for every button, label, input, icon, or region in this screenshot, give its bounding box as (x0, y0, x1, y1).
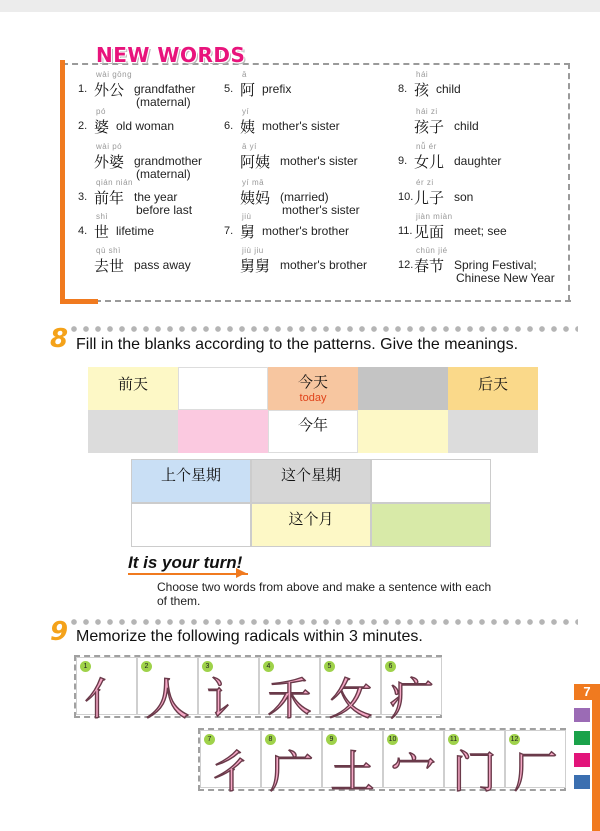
radical-number: 2 (141, 661, 152, 672)
word-hanzi: 阿 (240, 81, 256, 99)
word-pinyin: ér zi (416, 178, 434, 187)
radical-number: 3 (202, 661, 213, 672)
word-number: 3. (78, 191, 88, 203)
cell-shanggexingqi: 上个星期 (131, 459, 251, 503)
radical-number: 7 (204, 734, 215, 745)
your-turn-arrow-icon (236, 568, 246, 578)
cell-blank-6[interactable] (448, 410, 538, 453)
radical-char: 宀 (391, 747, 436, 798)
word-hanzi: 外婆 (94, 153, 125, 171)
radical-char: 讠 (206, 674, 251, 725)
radical-char: 门 (452, 747, 497, 798)
word-number: 8. (398, 83, 408, 95)
word-hanzi: 孩子 (414, 118, 445, 136)
radical-box (381, 657, 442, 725)
cell-blank-9[interactable] (371, 503, 491, 547)
word-hanzi: 姨妈 (240, 189, 271, 207)
cell-zhegeyue: 这个月 (251, 503, 371, 547)
word-meaning: grandfather (134, 82, 196, 96)
word-hanzi: 舅 (240, 223, 256, 241)
word-meaning-2: mother's sister (282, 203, 360, 217)
word-number: 2. (78, 120, 88, 132)
word-hanzi: 婆 (94, 118, 110, 136)
word-meaning: mother's brother (262, 224, 349, 238)
exercise-8-instruction: Fill in the blanks according to the patterns. Give the meanings. (76, 336, 519, 353)
tab-magenta[interactable] (574, 753, 590, 767)
word-hanzi: 女儿 (414, 153, 445, 171)
radical-box (383, 730, 444, 798)
word-hanzi: 孩 (414, 81, 430, 99)
exercise-9-number: 9 (50, 617, 69, 647)
radical-number: 10 (388, 736, 397, 743)
word-pinyin: qián nián (96, 178, 133, 187)
section-divider-8 (68, 326, 578, 332)
word-pinyin: jiù jiu (242, 246, 264, 255)
word-number: 10. (398, 191, 414, 203)
word-meaning: son (454, 190, 474, 204)
cell-blank-2[interactable] (358, 367, 448, 410)
word-pinyin: jiù (242, 212, 252, 221)
radical-box (76, 657, 137, 725)
word-meaning: lifetime (116, 224, 155, 238)
word-hanzi: 前年 (94, 189, 125, 207)
new-words-title: NEW WORDS (96, 43, 246, 67)
word-meaning-2: (maternal) (136, 167, 191, 181)
radical-box (198, 657, 259, 725)
cell-jintian (268, 367, 358, 410)
cell-jintian-note: today (299, 392, 327, 404)
cell-blank-1[interactable] (178, 367, 268, 410)
your-turn-underline (128, 573, 248, 575)
radical-box (261, 730, 322, 798)
word-number: 9. (398, 155, 408, 167)
cell-qiantian: 前天 (88, 367, 178, 410)
word-hanzi: 见面 (414, 223, 445, 241)
exercise-9-instruction: Memorize the following radicals within 3 minutes. (76, 628, 423, 645)
word-hanzi: 舅舅 (240, 257, 271, 275)
radical-char: 攵 (328, 674, 373, 725)
new-words-frame-bottom (95, 300, 571, 302)
word-meaning: grandmother (134, 154, 203, 168)
word-hanzi: 外公 (94, 81, 125, 99)
word-meaning: mother's sister (262, 119, 340, 133)
word-meaning: child (436, 82, 461, 96)
orange-corner-bottom (60, 299, 98, 304)
top-bar (0, 0, 600, 12)
word-meaning: daughter (454, 154, 502, 168)
cell-blank-7[interactable] (371, 459, 491, 503)
exercise-8-number: 8 (50, 324, 69, 354)
radical-box (505, 730, 566, 798)
word-number: 1. (78, 83, 88, 95)
cell-houtian: 后天 (448, 367, 538, 410)
radical-char: 土 (330, 747, 375, 798)
page-number: 7 (574, 684, 600, 700)
radical-char: 彳 (208, 747, 253, 798)
word-number: 6. (224, 120, 234, 132)
word-meaning: the year (134, 190, 178, 204)
word-number: 7. (224, 225, 234, 237)
word-meaning: pass away (134, 258, 191, 272)
radical-box (320, 657, 381, 725)
word-number: 11. (398, 225, 413, 237)
word-pinyin: jiàn miàn (416, 212, 453, 221)
radical-number: 11 (449, 736, 458, 743)
page-edge-bar (592, 684, 600, 831)
radical-box (322, 730, 383, 798)
word-pinyin: yí mā (242, 178, 265, 187)
word-hanzi: 世 (94, 223, 110, 241)
cell-jintian-hanzi: 今天 (297, 373, 328, 391)
radical-box (444, 730, 505, 798)
word-number: 5. (224, 83, 234, 95)
your-turn-text: Choose two words from above and make a sentence with each of them. (157, 580, 492, 608)
radical-number: 5 (324, 661, 335, 672)
word-hanzi: 儿子 (414, 189, 445, 207)
section-divider-9 (68, 619, 578, 625)
word-pinyin: ā yí (242, 142, 257, 151)
radical-char: 人 (145, 674, 190, 725)
radical-number: 9 (326, 734, 337, 745)
word-hanzi: 姨 (240, 118, 256, 136)
tab-purple[interactable] (574, 708, 590, 722)
word-hanzi: 春节 (414, 257, 445, 275)
cell-blank-3[interactable] (88, 410, 178, 453)
word-pinyin: hái (416, 70, 429, 79)
cell-blank-5[interactable] (358, 410, 448, 453)
word-pinyin: hái zi (416, 107, 438, 116)
word-hanzi: 去世 (94, 257, 125, 275)
radical-number: 8 (265, 734, 276, 745)
word-meaning: meet; see (454, 224, 507, 238)
word-pinyin: wài gōng (96, 70, 133, 79)
word-number: 4. (78, 225, 88, 237)
word-meaning: Spring Festival; (454, 258, 537, 272)
radical-char: 禾 (267, 674, 312, 725)
word-hanzi: 阿姨 (240, 153, 271, 171)
cell-zhegexingqi: 这个星期 (251, 459, 371, 503)
word-pinyin: qù shì (96, 246, 121, 255)
word-meaning: (married) (280, 190, 329, 204)
your-turn-title: It is your turn! (128, 553, 243, 572)
word-pinyin: nǚ ér (416, 142, 437, 151)
word-meaning-2: Chinese New Year (456, 271, 555, 285)
word-meaning: child (454, 119, 479, 133)
radical-box (200, 730, 261, 798)
radical-char: 厂 (513, 747, 558, 798)
radical-char: 疒 (389, 674, 434, 725)
word-meaning-2: before last (136, 203, 193, 217)
radical-number: 4 (263, 661, 274, 672)
cell-jinnian: 今年 (268, 410, 358, 453)
cell-blank-8[interactable] (131, 503, 251, 547)
word-meaning: mother's sister (280, 154, 358, 168)
word-pinyin: wài pó (96, 142, 123, 151)
tab-green[interactable] (574, 731, 590, 745)
radical-number: 6 (385, 661, 396, 672)
word-meaning: mother's brother (280, 258, 367, 272)
word-pinyin: shì (96, 212, 109, 221)
word-number: 12. (398, 259, 414, 271)
radical-char: 亻 (84, 674, 129, 725)
word-meaning-2: (maternal) (136, 95, 191, 109)
word-meaning: prefix (262, 82, 292, 96)
tab-blue[interactable] (574, 775, 590, 789)
radical-box (259, 657, 320, 725)
radical-number: 12 (510, 736, 519, 743)
word-pinyin: chūn jié (416, 246, 448, 255)
radical-number: 1 (80, 661, 91, 672)
word-meaning: old woman (116, 119, 175, 133)
radical-box (137, 657, 198, 725)
radical-char: 广 (269, 747, 314, 798)
cell-blank-4[interactable] (178, 410, 268, 453)
word-pinyin: yí (242, 107, 250, 116)
word-pinyin: pó (96, 107, 106, 116)
word-pinyin: ā (242, 70, 247, 79)
orange-corner-left (60, 60, 65, 304)
